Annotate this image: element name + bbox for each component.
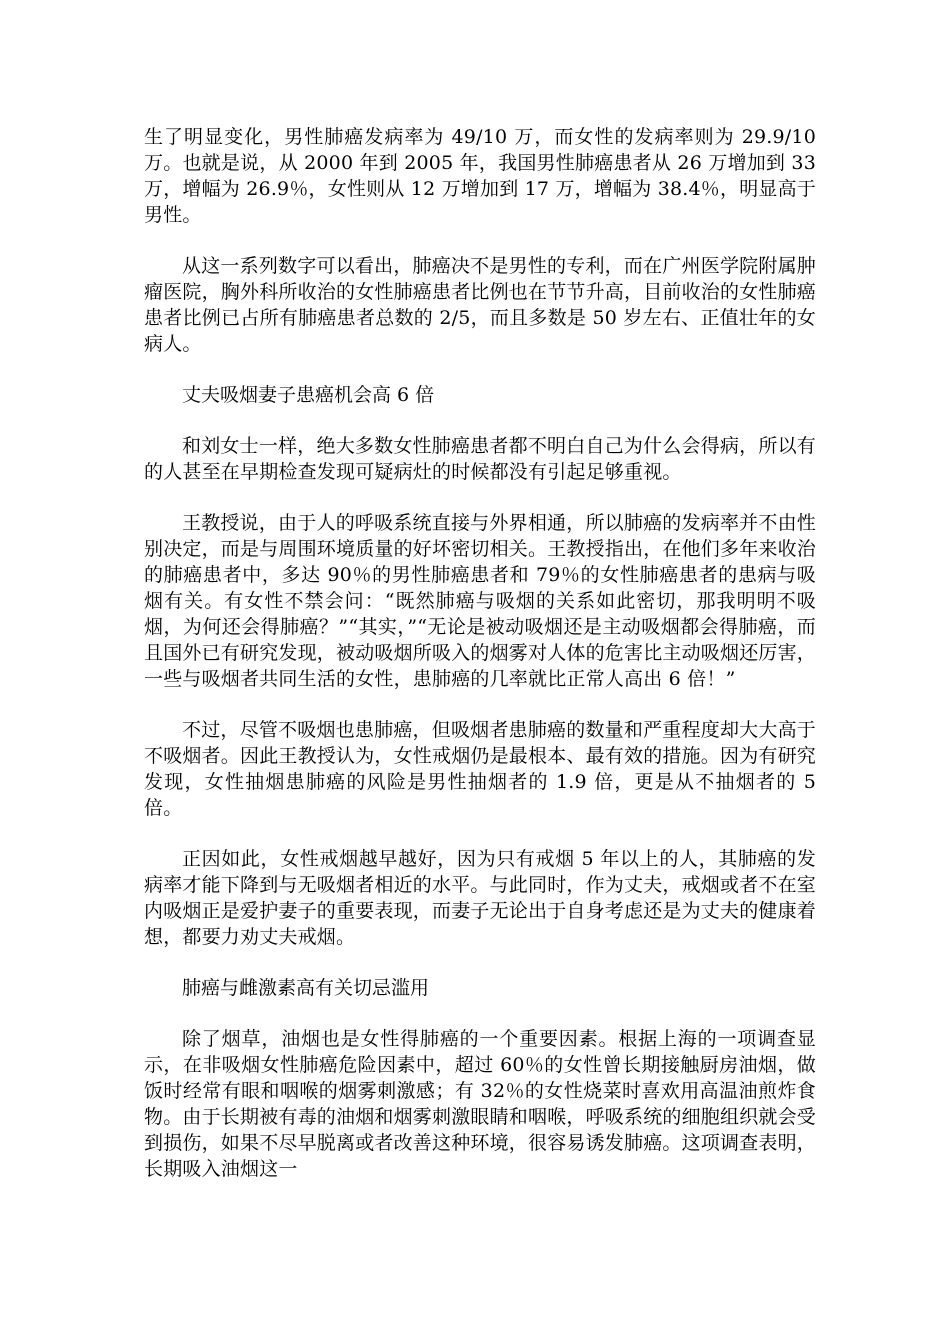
- section-heading-1: 丈夫吸烟妻子患癌机会高 6 倍: [182, 384, 435, 406]
- paragraph-2: 从这一系列数字可以看出，肺癌决不是男性的专利，而在广州医学院附属肿瘤医院，胸外科所收治的女性肺癌患者比例也在节节升高，目前收治的女性肺癌患者比例已占所有肺癌患者总数的 2/5，而且多数是 50 岁左右、正值壮年的女病人。: [144, 255, 817, 355]
- paragraph-1: 生了明显变化，男性肺癌发病率为 49/10 万，而女性的发病率则为 29.9/10 万。也就是说，从 2000 年到 2005 年，我国男性肺癌患者从 26 万增加到 33 万，增幅为 26.9％，女性则从 12 万增加到 17 万，增幅为 38.4％，明显高于男性。: [144, 126, 817, 226]
- paragraph-3: 和刘女士一样，绝大多数女性肺癌患者都不明白自己为什么会得病，所以有的人甚至在早期检查发现可疑病灶的时候都没有引起足够重视。: [144, 435, 816, 483]
- paragraph-6: 正因如此，女性戒烟越早越好，因为只有戒烟 5 年以上的人，其肺癌的发病率才能下降到与无吸烟者相近的水平。与此同时，作为丈夫，戒烟或者不在室内吸烟正是爱护妻子的重要表现，而妻子无论出于自身考虑还是为丈夫的健康着想，都要力劝丈夫戒烟。: [144, 848, 817, 948]
- paragraph-4: 王教授说，由于人的呼吸系统直接与外界相通，所以肺癌的发病率并不由性别决定，而是与周围环境质量的好坏密切相关。王教授指出，在他们多年来收治的肺癌患者中，多达 90％的男性肺癌患者和 79％的女性肺癌患者的患病与吸烟有关。有女性不禁会问：“既然肺癌与吸烟的关系如此密切，那我明明不吸烟，为何还会得肺癌？”“其实，”“无论是被动吸烟还是主动吸烟都会得肺癌，而且国外已有研究发现，被动吸烟所吸入的烟雾对人体的危害比主动吸烟还厉害，一些与吸烟者共同生活的女性，患肺癌的几率就比正常人高出 6 倍！”: [144, 512, 817, 690]
- paragraph-5: 不过，尽管不吸烟也患肺癌，但吸烟者患肺癌的数量和严重程度却大大高于不吸烟者。因此王教授认为，女性戒烟仍是最根本、最有效的措施。因为有研究发现，女性抽烟患肺癌的风险是男性抽烟者的 1.9 倍，更是从不抽烟者的 5 倍。: [144, 719, 817, 819]
- section-heading-2: 肺癌与雌激素高有关切忌滥用: [182, 977, 430, 999]
- paragraph-7: 除了烟草，油烟也是女性得肺癌的一个重要因素。根据上海的一项调查显示，在非吸烟女性肺癌危险因素中，超过 60％的女性曾长期接触厨房油烟，做饭时经常有眼和咽喉的烟雾刺激感；有 32％的女性烧菜时喜欢用高温油煎炸食物。由于长期被有毒的油烟和烟雾刺激眼睛和咽喉，呼吸系统的细胞组织就会受到损伤，如果不尽早脱离或者改善这种环境，很容易诱发肺癌。这项调查表明，长期吸入油烟这一: [144, 1028, 817, 1180]
- document-page: [144, 124, 816, 1207]
